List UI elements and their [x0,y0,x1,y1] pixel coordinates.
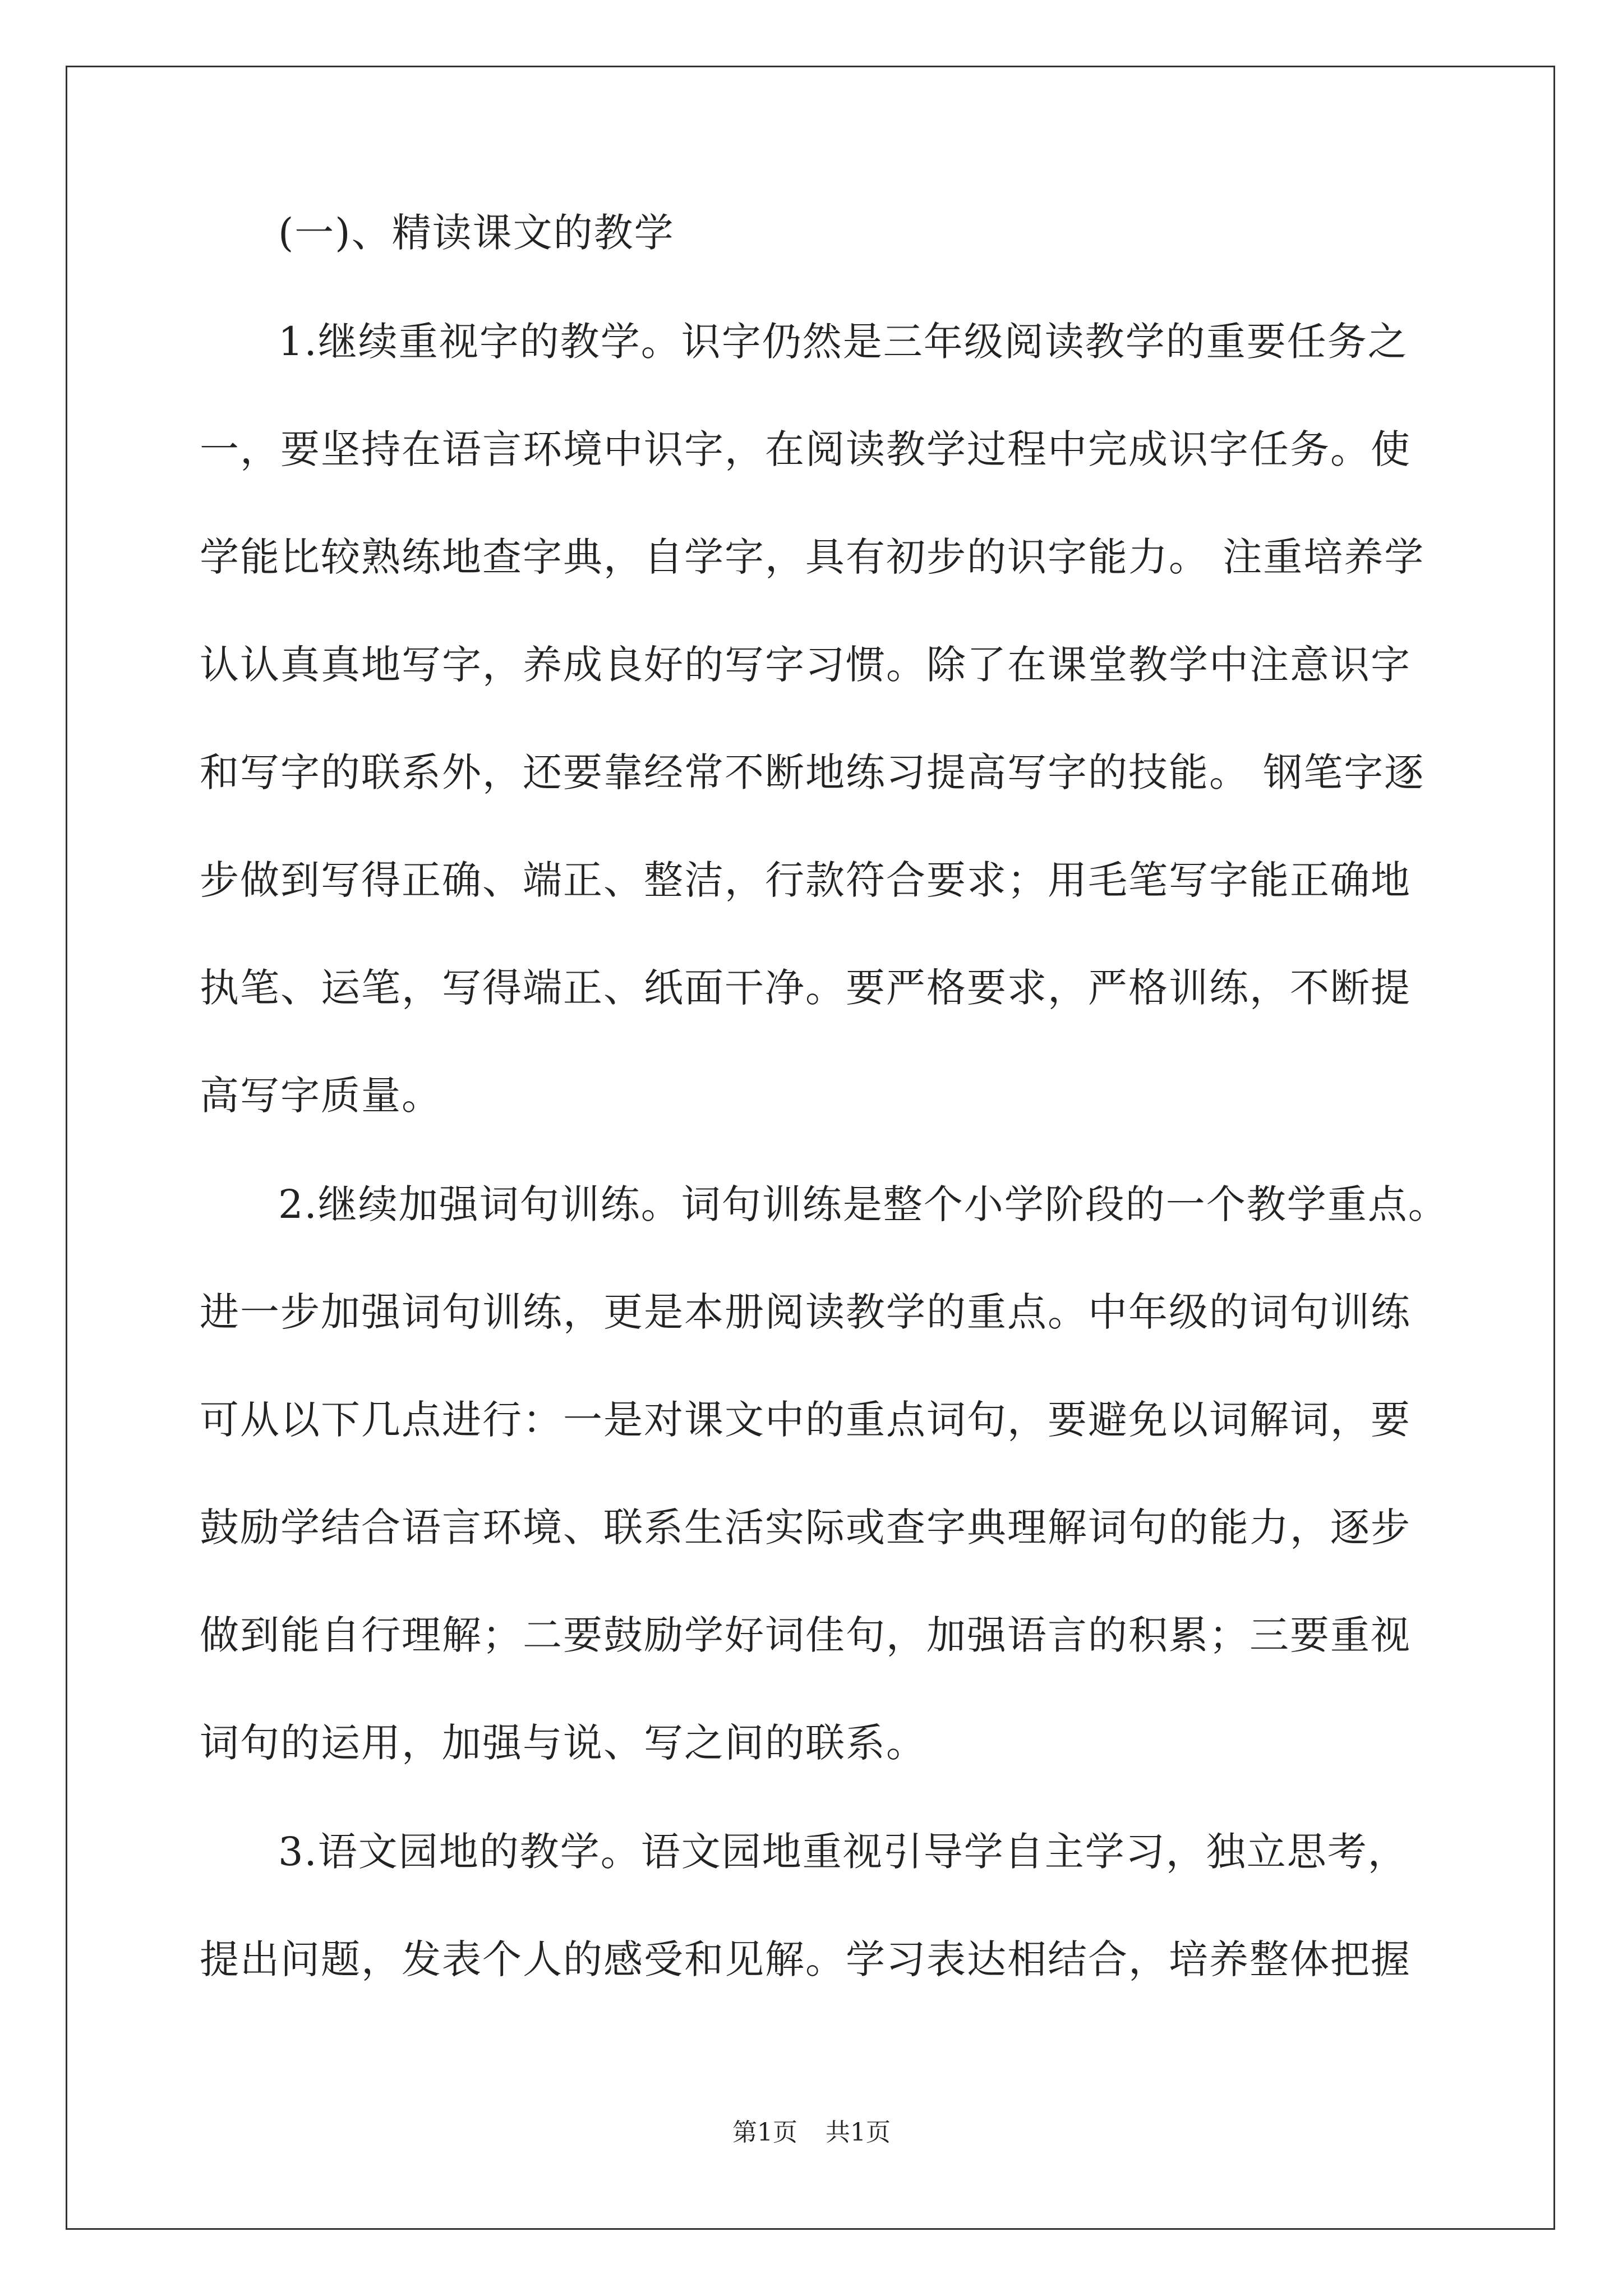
paragraph-line: 词句的运用，加强与说、写之间的联系。 [200,1720,926,1766]
paragraph-line: 高写字质量。 [200,1073,442,1119]
paragraph-line: 提出问题，发表个人的感受和见解。学习表达相结合，培养整体把握 [200,1936,1411,1982]
paragraph-line: 1.继续重视字的教学。识字仍然是三年级阅读教学的重要任务之 [278,319,1408,365]
page-footer [0,2112,1623,2148]
paragraph-line: 执笔、运笔，写得端正、纸面干净。要严格要求，严格训练，不断提 [200,965,1411,1011]
page-border [66,66,1555,2230]
page-number: 第1页 [732,2118,797,2147]
heading-line: (一)、精读课文的教学 [278,210,675,256]
paragraph-line: 认认真真地写字，养成良好的写字习惯。除了在课堂教学中注意识字 [200,642,1411,688]
paragraph-line: 步做到写得正确、端正、整洁，行款符合要求；用毛笔写字能正确地 [200,857,1411,903]
paragraph-line: 一，要坚持在语言环境中识字，在阅读教学过程中完成识字任务。使 [200,426,1411,472]
paragraph-line: 可从以下几点进行：一是对课文中的重点词句，要避免以词解词，要 [200,1397,1411,1443]
paragraph-line: 3.语文园地的教学。语文园地重视引导学自主学习，独立思考， [278,1829,1408,1875]
paragraph-line: 鼓励学结合语言环境、联系生活实际或查字典理解词句的能力，逐步 [200,1504,1411,1550]
paragraph-line: 和写字的联系外，还要靠经常不断地练习提高写字的技能。 钢笔字逐 [200,749,1425,795]
paragraph-line: 学能比较熟练地查字典，自学字，具有初步的识字能力。 注重培养学 [200,534,1425,580]
paragraph-line: 做到能自行理解；二要鼓励学好词佳句，加强语言的积累；三要重视 [200,1612,1411,1658]
page-total: 共1页 [826,2118,891,2147]
paragraph-line: 进一步加强词句训练，更是本册阅读教学的重点。中年级的词句训练 [200,1289,1411,1335]
paragraph-line: 2.继续加强词句训练。词句训练是整个小学阶段的一个教学重点。 [278,1181,1449,1227]
